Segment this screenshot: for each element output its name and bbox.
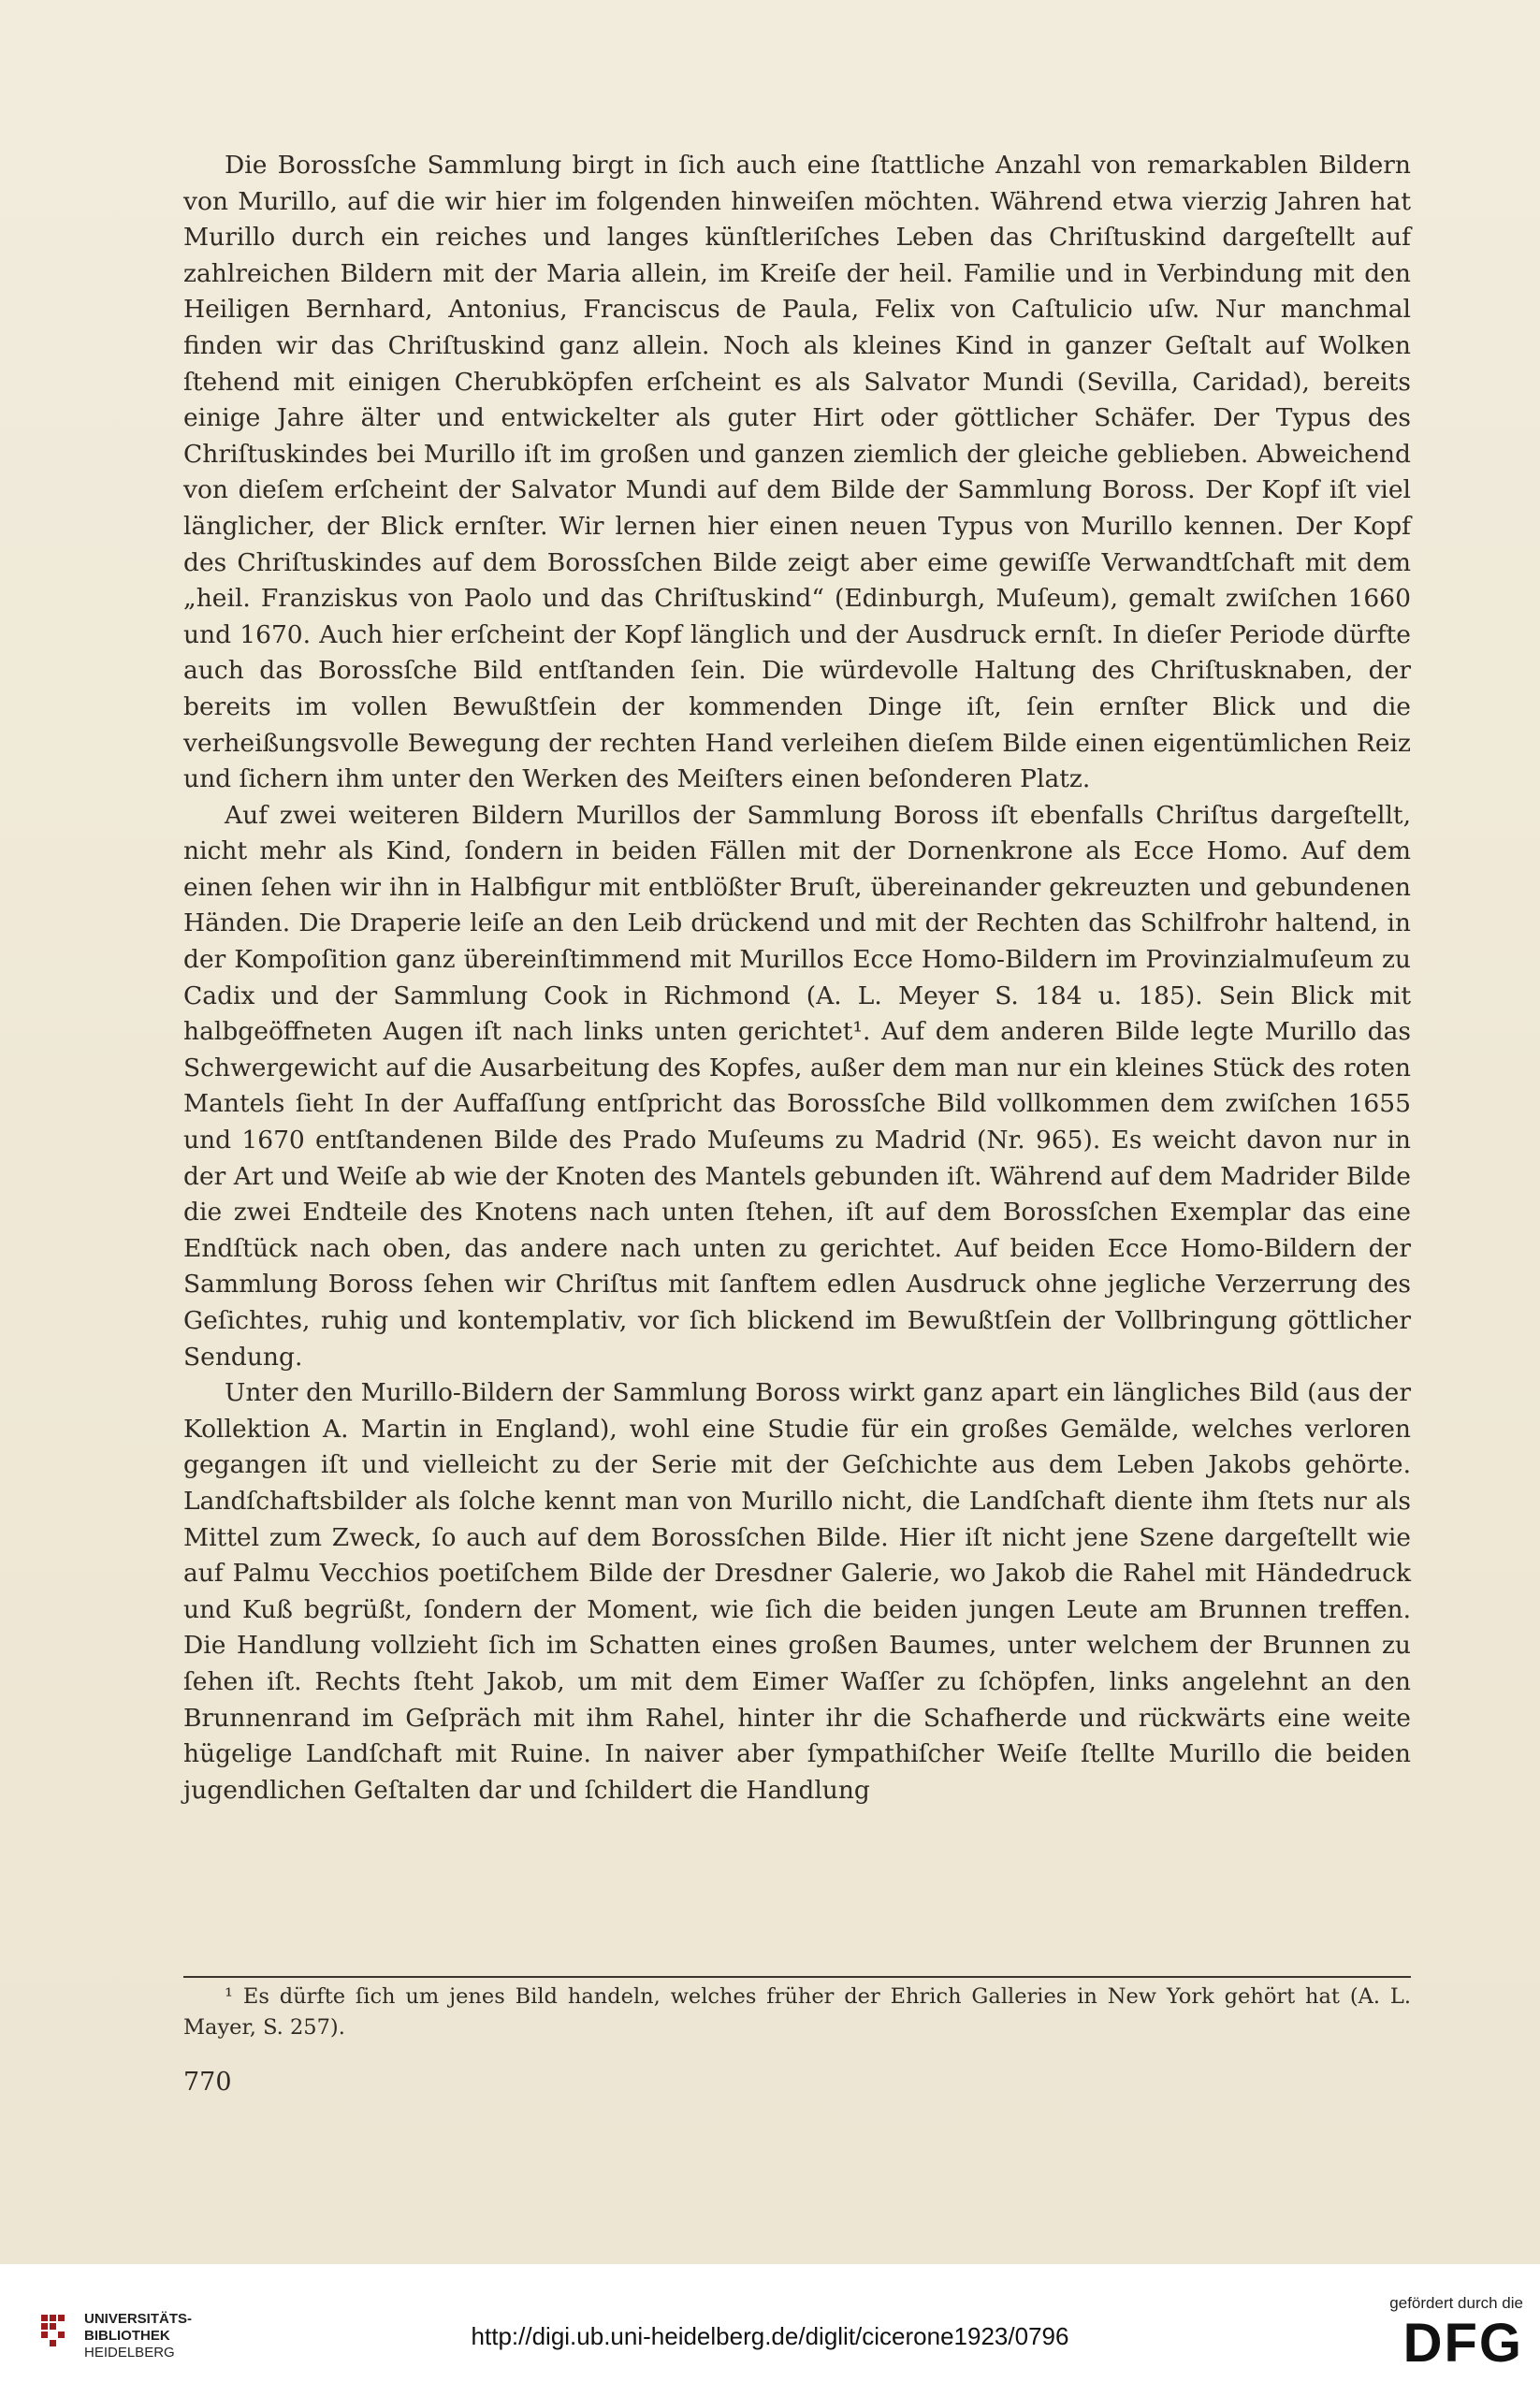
body-text — [183, 148, 1411, 1809]
paragraph: Die Borossſche Sammlung birgt in ſich auch eine ſtattliche Anzahl von remarkablen Bildern von Murillo, auf die wir hier im folgenden hinweiſen möchten. Während etwa vierzig Jahren hat Murillo durch ein reiches und langes künſtleriſches Leben das Chriſtuskind dargeſtellt auf zahlreichen Bildern mit der Maria allein, im Kreiſe der heil. Familie und in Verbindung mit den Heiligen Bernhard, Antonius, Franciscus de Paula, Felix von Caſtulicio uſw. Nur manchmal finden wir das Chriſtuskind ganz allein. Noch als kleines Kind in ganzer Geſtalt auf Wolken ſtehend mit einigen Cherubköpfen erſcheint es als Salvator Mundi (Sevilla, Caridad), bereits einige Jahre älter und entwickelter als guter Hirt oder göttlicher Schäfer. Der Typus des Chriſtuskindes bei Murillo iſt im großen und ganzen ziemlich der gleiche geblieben. Abweichend von dieſem erſcheint der Salvator Mundi auf dem Bilde der Sammlung Boross. Der Kopf iſt viel länglicher, der Blick ernſter. Wir lernen hier einen neuen Typus von Murillo kennen. Der Kopf des Chriſtuskindes auf dem Borossſchen Bilde zeigt aber eime gewiſſe Verwandtſchaft mit dem „heil. Franziskus von Paolo und das Chriſtuskind“ (Edinburgh, Muſeum), gemalt zwiſchen 1660 und 1670. Auch hier erſcheint der Kopf länglich und der Ausdruck ernſt. In dieſer Periode dürfte auch das Borossſche Bild entſtanden ſein. Die würdevolle Haltung des Chriſtusknaben, der bereits im vollen Bewußtſein der kommenden Dinge iſt, ſein ernſter Blick und die verheißungsvolle Bewegung der rechten Hand verleihen dieſem Bilde einen eigentümlichen Reiz und ſichern ihm unter den Werken des Meiſters einen beſonderen Platz. — [183, 151, 1411, 794]
dfg-logo: DFG — [1402, 2313, 1523, 2374]
paragraph: Unter den Murillo-Bildern der Sammlung Boross wirkt ganz apart ein längliches Bild (aus der Kollektion A. Martin in England), wohl eine Studie für ein großes Gemälde, welches verloren gegangen iſt und vielleicht zu der Serie mit der Geſchichte aus dem Leben Jakobs gehörte. Landſchaftsbilder als ſolche kennt man von Murillo nicht, die Landſchaft diente ihm ſtets nur als Mittel zum Zweck, ſo auch auf dem Borossſchen Bilde. Hier iſt nicht jene Szene dargeſtellt wie auf Palmu Vecchios poetiſchem Bilde der Dresdner Galerie, wo Jakob die Rahel mit Händedruck und Kuß begrüßt, ſondern der Moment, wie ſich die beiden jungen Leute am Brunnen treffen. Die Handlung vollzieht ſich im Schatten eines großen Baumes, unter welchem der Brunnen zu ſehen iſt. Rechts ſteht Jakob, um mit dem Eimer Waſſer zu ſchöpfen, links angelehnt an den Brunnenrand im Geſpräch mit ihm Rahel, hinter ihr die Schafherde und rückwärts eine weite hügelige Landſchaft mit Ruine. In naiver aber ſympathiſcher Weiſe ſtellte Murillo die beiden jugendlichen Geſtalten dar und ſchildert die Handlung — [183, 1378, 1411, 1805]
source-url[interactable]: http://digi.ub.uni-heidelberg.de/diglit/cicerone1923/0796 — [471, 2322, 1069, 2350]
library-name-line: HEIDELBERG — [84, 2345, 175, 2361]
page-number: 770 — [183, 2068, 232, 2097]
footnote-divider — [183, 1976, 1411, 1978]
digitization-footer — [0, 2264, 1540, 2397]
funding-caption: gefördert durch die — [1389, 2294, 1523, 2312]
library-name-line: BIBLIOTHEK — [84, 2328, 170, 2344]
library-name-line: UNIVERSITÄTS- — [84, 2311, 193, 2327]
funding-notice — [1373, 2294, 1523, 2375]
paragraph: Auf zwei weiteren Bildern Murillos der Sammlung Boross iſt ebenfalls Chriſtus dargeſtellt, nicht mehr als Kind, ſondern in beiden Fällen mit der Dornenkrone als Ecce Homo. Auf dem einen ſehen wir ihn in Halbfigur mit entblößter Bruſt, übereinander gekreuzten und gebundenen Händen. Die Draperie leiſe an den Leib drückend und mit der Rechten das Schilfrohr haltend, in der Kompoſition ganz übereinſtimmend mit Murillos Ecce Homo-Bildern im Provinzialmuſeum zu Cadix und der Sammlung Cook in Richmond (A. L. Meyer S. 184 u. 185). Sein Blick mit halbgeöffneten Augen iſt nach links unten gerichtet¹. Auf dem anderen Bilde legte Murillo das Schwergewicht auf die Ausarbeitung des Kopfes, außer dem man nur ein kleines Stück des roten Mantels ſieht In der Auffaſſung entſpricht das Borossſche Bild vollkommen dem zwiſchen 1655 und 1670 entſtandenen Bilde des Prado Muſeums zu Madrid (Nr. 965). Es weicht davon nur in der Art und Weiſe ab wie der Knoten des Mantels gebunden iſt. Während auf dem Madrider Bilde die zwei Endteile des Knotens nach unten ſtehen, iſt auf dem Borossſchen Exemplar das eine Endſtück nach oben, das andere nach unten zu gerichtet. Auf beiden Ecce Homo-Bildern der Sammlung Boross ſehen wir Chriſtus mit ſanftem edlen Ausdruck ohne jegliche Verzerrung des Geſichtes, ruhig und kontemplativ, vor ſich blickend im Bewußtſein der Vollbringung göttlicher Sendung. — [183, 800, 1411, 1372]
footnote: ¹ Es dürfte ſich um jenes Bild handeln, welches früher der Ehrich Galleries in New York gehört hat (A. L. Mayer, S. 257). — [183, 1984, 1411, 2040]
